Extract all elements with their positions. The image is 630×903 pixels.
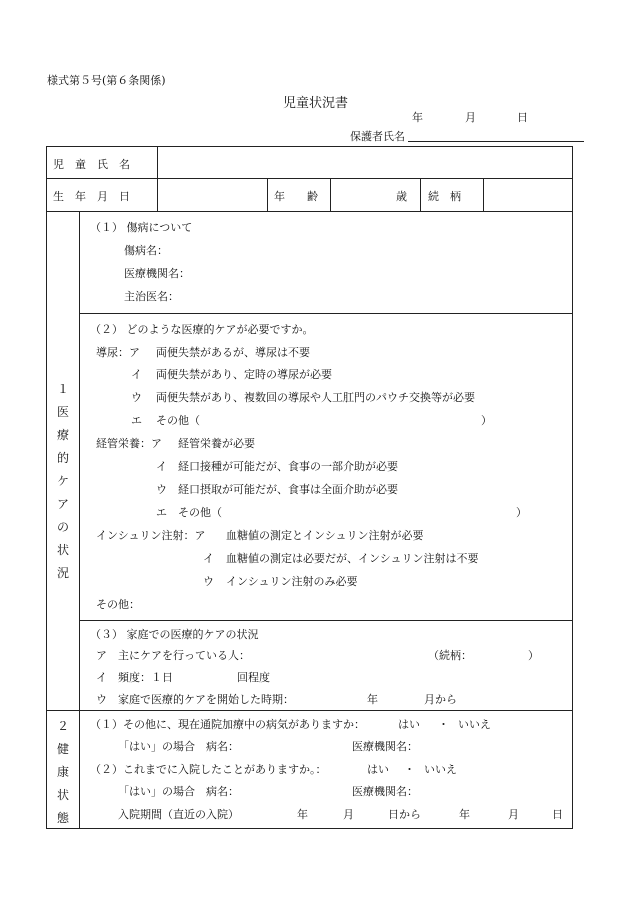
date-day-label: 日: [517, 111, 528, 124]
period-start-month: 月: [343, 808, 354, 821]
section2-vertical-label: ２ 健 康 状 態: [48, 715, 78, 830]
table-left-border: [46, 146, 47, 829]
date-month-label: 月: [465, 111, 476, 124]
insulin-option-a[interactable]: 血糖値の測定とインシュリン注射が必要: [226, 529, 424, 542]
section2-number: ２: [56, 719, 69, 733]
urinary-mark-b: イ: [131, 368, 142, 381]
page-title: 児童状況書: [283, 96, 349, 111]
hospitalization-period-label: 入院期間（直近の入院）: [118, 808, 239, 821]
section1-vertical-label: １ 医 療 的 ケ ア の 状 況: [48, 378, 78, 585]
child-name-label: 児 童 氏 名: [53, 158, 130, 171]
urinary-other-close: ）: [481, 414, 492, 427]
table-bottom-border: [46, 828, 573, 829]
row-divider: [46, 710, 573, 711]
row-divider: [46, 178, 573, 179]
hospitalization-separator: ・: [404, 763, 415, 776]
hospital-name-label: 医療機関名：: [124, 267, 190, 280]
row-divider: [46, 211, 573, 212]
birthdate-field[interactable]: [160, 181, 264, 208]
date-year-label: 年: [412, 111, 423, 124]
tube-other-close: ）: [516, 506, 527, 519]
current-illness-separator: ・: [438, 718, 449, 731]
period-end-month: 月: [508, 808, 519, 821]
disease-name-label: 傷病名：: [124, 244, 168, 257]
subsection2-heading: （２） どのような医療的ケアが必要ですか。: [90, 323, 314, 336]
form-number: 様式第５号(第６条関係): [47, 74, 166, 87]
period-start-day: 日から: [388, 808, 421, 821]
current-illness-yes[interactable]: はい: [398, 718, 420, 731]
caregiver-label: ア 主にケアを行っている人：: [96, 649, 250, 662]
tube-mark-b: イ: [156, 460, 167, 473]
relation-label: 続 柄: [428, 190, 461, 203]
tube-option-b[interactable]: 経口接種が可能だが、食事の一部介助が必要: [178, 460, 398, 473]
urinary-mark-c: ウ: [131, 391, 142, 404]
urinary-option-d[interactable]: その他（: [156, 414, 200, 427]
section-label-divider: [79, 211, 80, 829]
urinary-option-a[interactable]: 両便失禁があるが、導尿は不要: [156, 346, 310, 359]
insulin-mark-b: イ: [203, 552, 214, 565]
hospitalization-question: （２）これまでに入院したことがありますか。：: [90, 763, 327, 776]
table-right-border: [572, 146, 573, 829]
insulin-option-c[interactable]: インシュリン注射のみ必要: [226, 575, 358, 588]
subsection1-heading: （１） 傷病について: [90, 221, 193, 234]
child-name-field[interactable]: [160, 149, 570, 176]
age-unit: 歳: [396, 190, 407, 203]
doctor-name-label: 主治医名：: [124, 290, 179, 303]
urinary-option-b[interactable]: 両便失禁があり、定時の導尿が必要: [156, 368, 332, 381]
guardian-name-line[interactable]: [408, 141, 584, 142]
tube-mark-d: エ: [156, 506, 167, 519]
col-divider: [330, 178, 331, 211]
tube-option-a[interactable]: 経管栄養が必要: [178, 437, 255, 450]
hospitalization-yes[interactable]: はい: [367, 763, 389, 776]
col-divider: [483, 178, 484, 211]
table-top-border: [46, 146, 573, 147]
col-divider: [267, 178, 268, 211]
period-start-year: 年: [297, 808, 308, 821]
section1-number: １: [56, 382, 69, 396]
period-end-day: 日: [552, 808, 563, 821]
hospitalization-name-label: 「はい」の場合 病名：: [118, 785, 239, 798]
caregiver-relation-label: （続柄：: [428, 649, 472, 662]
other-label: その他：: [96, 598, 140, 611]
birthdate-label: 生 年 月 日: [53, 190, 130, 203]
subsection3-heading: （３） 家庭での医療的ケアの状況: [90, 628, 259, 641]
current-illness-question: （１）その他に、現在通院加療中の病気がありますか：: [90, 718, 365, 731]
col-divider: [157, 146, 158, 211]
relation-field[interactable]: [486, 181, 570, 208]
col-divider: [420, 178, 421, 211]
current-illness-name-label: 「はい」の場合 病名：: [118, 740, 239, 753]
care-start-month: 月から: [424, 693, 457, 706]
insulin-mark-c: ウ: [203, 575, 214, 588]
frequency-label: イ 頻度：１日: [96, 671, 173, 684]
tube-option-d[interactable]: その他（: [178, 506, 222, 519]
age-label: 年 齢: [274, 190, 318, 203]
frequency-unit: 回程度: [237, 671, 270, 684]
care-start-label: ウ 家庭で医療的ケアを開始した時期：: [96, 693, 294, 706]
hospitalization-hospital-label: 医療機関名：: [352, 785, 418, 798]
urinary-mark-d: エ: [131, 414, 142, 427]
insulin-label: インシュリン注射：ア: [96, 529, 206, 542]
age-field[interactable]: [333, 181, 393, 208]
tube-mark-c: ウ: [156, 483, 167, 496]
tube-option-c[interactable]: 経口摂取が可能だが、食事は全面介助が必要: [178, 483, 398, 496]
urinary-label: 導尿：ア: [96, 346, 140, 359]
period-end-year: 年: [459, 808, 470, 821]
care-start-year: 年: [367, 693, 378, 706]
current-illness-no[interactable]: いいえ: [458, 718, 491, 731]
tube-feeding-label: 経管栄養：ア: [96, 437, 162, 450]
current-illness-hospital-label: 医療機関名：: [352, 740, 418, 753]
caregiver-relation-close: ）: [528, 649, 539, 662]
subsection-divider: [79, 313, 573, 314]
insulin-option-b[interactable]: 血糖値の測定は必要だが、インシュリン注射は不要: [226, 552, 479, 565]
hospitalization-no[interactable]: いいえ: [424, 763, 457, 776]
urinary-option-c[interactable]: 両便失禁があり、複数回の導尿や人工肛門のパウチ交換等が必要: [156, 391, 475, 404]
guardian-name-label: 保護者氏名: [350, 130, 405, 143]
subsection-divider: [79, 620, 573, 621]
